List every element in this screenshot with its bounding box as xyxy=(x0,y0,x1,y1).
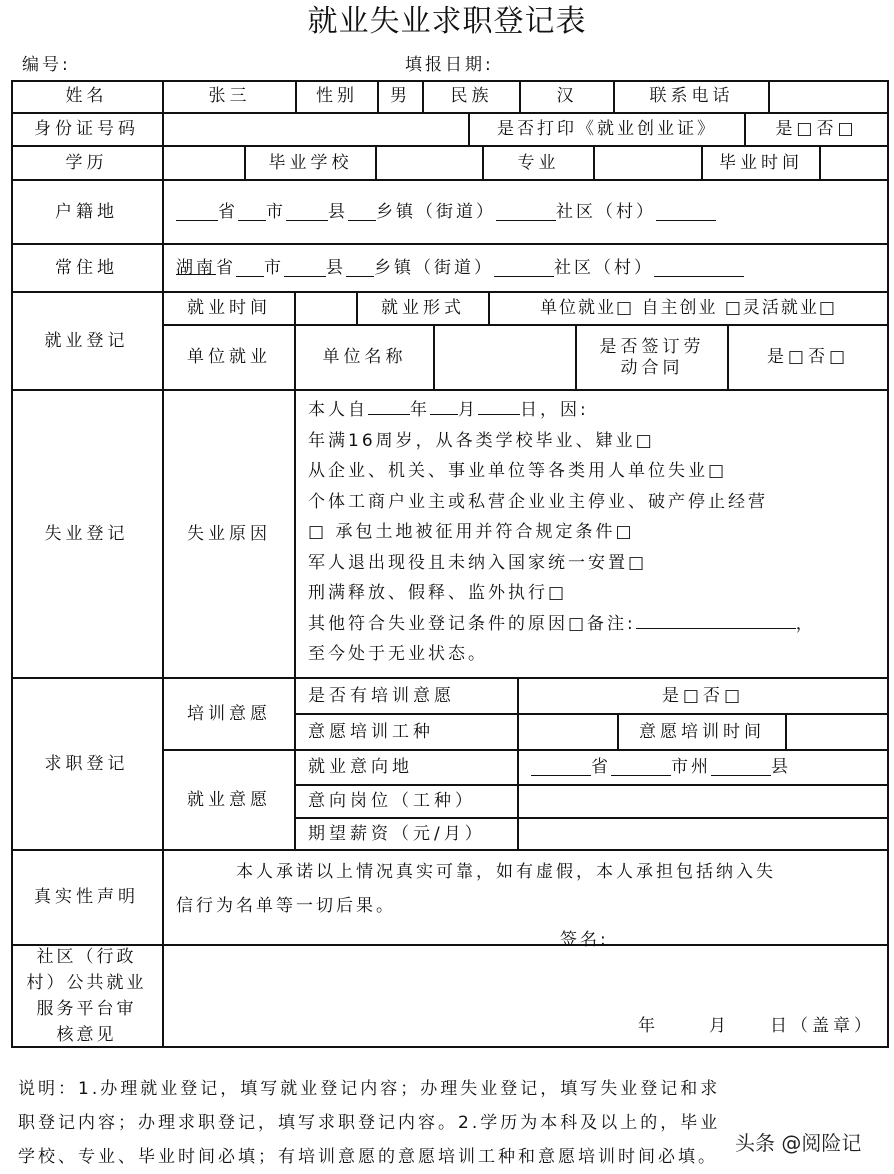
training-time-field[interactable] xyxy=(787,715,889,751)
blank-village[interactable] xyxy=(656,204,716,221)
instructions-notes: 说明：1.办理就业登记，填写就业登记内容；办理失业登记，填写失业登记和求 职登记内容；办理求职登记，填写求职登记内容。2.学历为本科及以上的，毕业 学校、专业、毕业时间必填；有培训意愿的意愿培训工种和意愿培训时间必填。 xyxy=(18,1079,721,1167)
unit-employment-label: 单位就业 xyxy=(164,326,296,391)
reason-status-line: 至今处于无业状态。 xyxy=(308,644,488,664)
employment-time-field[interactable] xyxy=(296,293,358,326)
labor-contract-label: 是否签订劳动合同 xyxy=(577,326,729,391)
ethnicity-field[interactable]: 汉 xyxy=(521,80,615,114)
training-type-label: 意愿培训工种 xyxy=(296,715,519,751)
print-cert-label: 是否打印《就业创业证》 xyxy=(470,114,746,147)
blank-province[interactable] xyxy=(531,759,591,776)
unemployment-reason-list xyxy=(296,391,889,679)
expected-salary-label: 期望薪资（元/月） xyxy=(296,819,519,851)
print-cert-checkboxes[interactable]: 是□否□ xyxy=(746,114,889,147)
has-training-label: 是否有培训意愿 xyxy=(296,679,519,715)
residence-province-value[interactable]: 湖南 xyxy=(176,257,216,278)
unit-name-label: 单位名称 xyxy=(296,326,435,391)
watermark: 头条 @阅险记 xyxy=(735,1131,862,1155)
blank-county[interactable] xyxy=(284,260,326,277)
intended-post-field[interactable] xyxy=(519,786,889,819)
review-opinion-field[interactable]: 年 月 日（盖章） xyxy=(164,946,889,1048)
blank-month[interactable] xyxy=(430,398,458,415)
reason-option[interactable]: 个体工商户业主或私营企业业主停业、破产停止经营 xyxy=(308,491,768,512)
reason-option-other: 其他符合失业登记条件的原因□备注: ， xyxy=(308,613,816,634)
education-field[interactable] xyxy=(164,147,246,181)
gender-label: 性别 xyxy=(297,80,379,114)
household-label: 户籍地 xyxy=(11,181,164,245)
residence-label: 常住地 xyxy=(11,245,164,293)
reason-option[interactable]: 刑满释放、假释、监外执行□ xyxy=(308,583,568,603)
reason-option[interactable]: 军人退出现役且未纳入国家统一安置□ xyxy=(308,552,648,573)
document-title: 就业失业求职登记表 xyxy=(307,4,587,39)
blank-city[interactable] xyxy=(238,204,266,221)
school-field[interactable] xyxy=(377,147,484,181)
grad-time-field[interactable] xyxy=(821,147,889,181)
id-number-field[interactable] xyxy=(164,114,470,147)
id-number-label: 身份证号码 xyxy=(11,114,164,147)
blank-day[interactable] xyxy=(478,398,520,415)
gender-field[interactable]: 男 xyxy=(379,80,424,114)
household-address-field[interactable]: 省 市 县 乡镇（街道） 社区（村） xyxy=(164,181,889,245)
employment-intent-label: 就业意愿 xyxy=(164,751,296,851)
grad-time-label: 毕业时间 xyxy=(703,147,821,181)
unemployment-section-label: 失业登记 xyxy=(11,391,164,679)
labor-contract-checkboxes[interactable]: 是□否□ xyxy=(729,326,889,391)
blank-town[interactable] xyxy=(348,204,376,221)
reason-option[interactable]: 年满16周岁，从各类学校毕业、肄业□ xyxy=(308,430,655,451)
serial-no-label: 编号: xyxy=(22,55,71,75)
reason-option[interactable]: 从企业、机关、事业单位等各类用人单位失业□ xyxy=(308,461,728,481)
unemployment-date-line: 本人自 年 月 日，因: xyxy=(308,400,589,420)
declaration-text: 本人承诺以上情况真实可靠，如有虚假，本人承担包括纳入失 信行为名单等一切后果。 签名: xyxy=(164,851,889,946)
education-label: 学历 xyxy=(11,147,164,181)
phone-label: 联系电话 xyxy=(615,80,770,114)
blank-year[interactable] xyxy=(368,398,410,415)
unit-name-field[interactable] xyxy=(435,326,577,391)
job-seeking-section-label: 求职登记 xyxy=(11,679,164,851)
intended-place-field[interactable]: 省 市州 县 xyxy=(519,751,889,786)
intended-place-label: 就业意向地 xyxy=(296,751,519,786)
registration-form xyxy=(11,80,889,1048)
training-intent-label: 培训意愿 xyxy=(164,679,296,751)
major-label: 专业 xyxy=(484,147,595,181)
blank-street[interactable] xyxy=(496,204,556,221)
blank-province[interactable] xyxy=(176,204,218,221)
review-label: 社区（行政 村）公共就业 服务平台审 核意见 xyxy=(11,946,164,1048)
expected-salary-field[interactable] xyxy=(519,819,889,851)
blank-street[interactable] xyxy=(494,260,554,277)
intended-post-label: 意向岗位（工种） xyxy=(296,786,519,819)
major-field[interactable] xyxy=(595,147,703,181)
training-time-label: 意愿培训时间 xyxy=(619,715,787,751)
name-field[interactable]: 张三 xyxy=(164,80,297,114)
blank-village[interactable] xyxy=(654,260,744,277)
declaration-label: 真实性声明 xyxy=(11,851,164,946)
review-stamp-date: 日（盖章） xyxy=(770,1015,875,1036)
blank-county[interactable] xyxy=(711,759,771,776)
blank-town[interactable] xyxy=(346,260,374,277)
ethnicity-label: 民族 xyxy=(424,80,521,114)
remarks-blank[interactable] xyxy=(636,612,796,629)
school-label: 毕业学校 xyxy=(246,147,377,181)
blank-county[interactable] xyxy=(286,204,328,221)
name-label: 姓名 xyxy=(11,80,164,114)
unemployment-reason-label: 失业原因 xyxy=(164,391,296,679)
employment-time-label: 就业时间 xyxy=(164,293,296,326)
blank-city[interactable] xyxy=(236,260,264,277)
employment-form-options[interactable]: 单位就业□ 自主创业 □灵活就业□ xyxy=(490,293,889,326)
employment-form-label: 就业形式 xyxy=(358,293,490,326)
fill-date-label: 填报日期: xyxy=(405,55,494,75)
blank-city[interactable] xyxy=(611,759,671,776)
phone-field[interactable] xyxy=(770,80,889,114)
residence-address-field[interactable]: 湖南 省 市 县 乡镇（街道） 社区（村） xyxy=(164,245,889,293)
training-type-field[interactable] xyxy=(519,715,619,751)
employment-section-label: 就业登记 xyxy=(11,293,164,391)
signature-field[interactable]: 签名: xyxy=(560,930,609,950)
has-training-checkboxes[interactable]: 是□否□ xyxy=(519,679,889,715)
reason-option[interactable]: □ 承包土地被征用并符合规定条件□ xyxy=(308,522,635,542)
